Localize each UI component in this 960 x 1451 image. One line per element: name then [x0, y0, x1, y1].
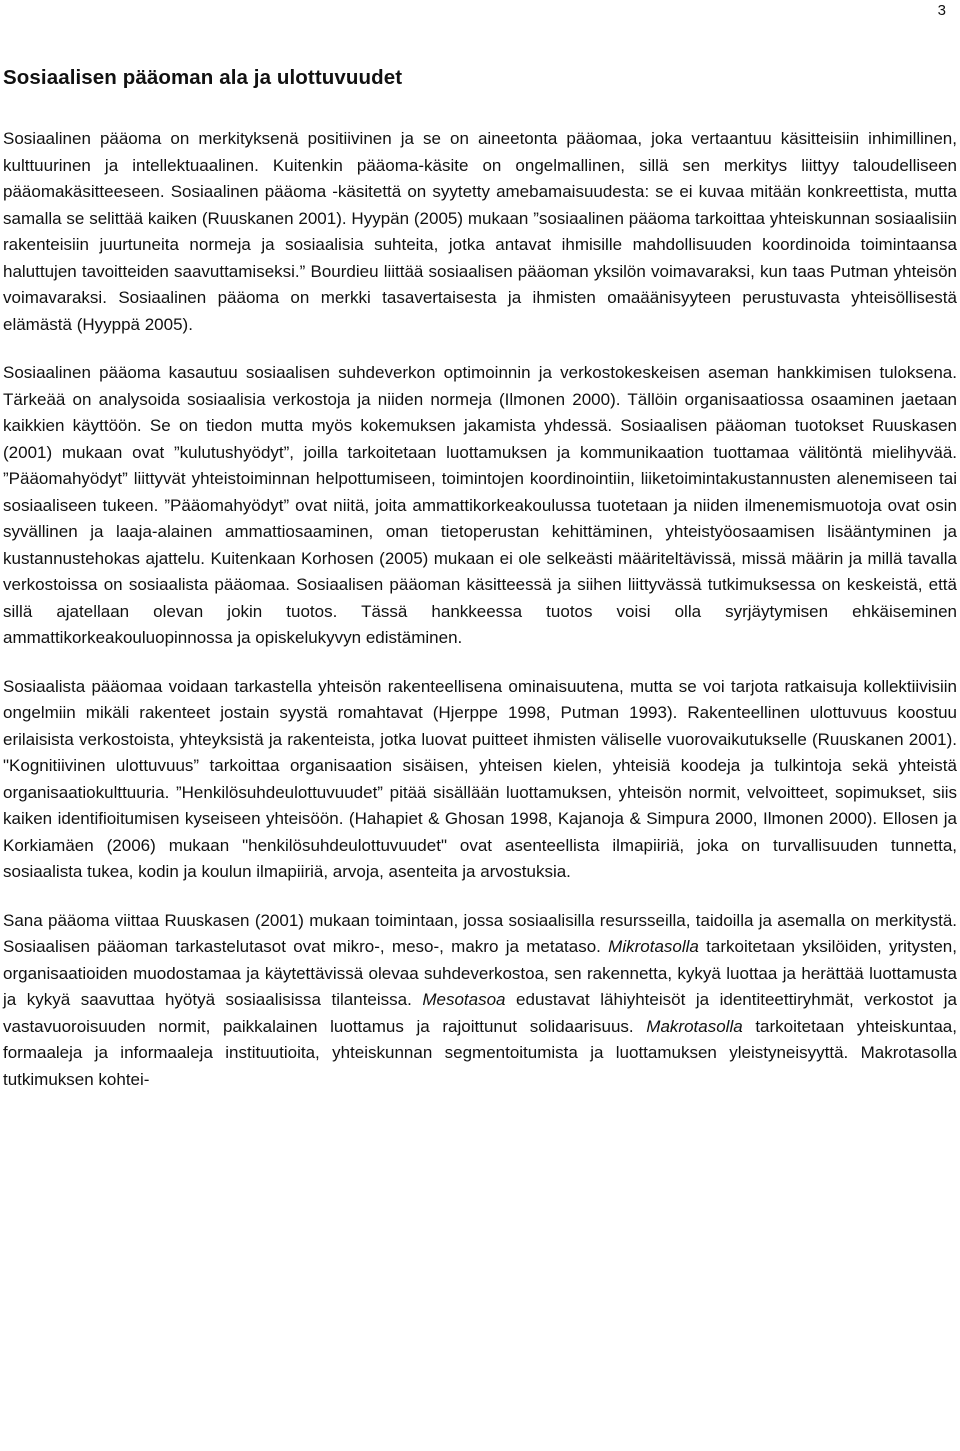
paragraph-1: Sosiaalinen pääoma on merkityksenä positiivinen ja se on aineetonta pääomaa, joka vertaantuu käsitteisiin inhimillinen, kulttuurinen ja intellektuaalinen. Kuitenkin pääoma-käsite on ongelmallinen, sillä sen merkitys liittyy taloudelliseen pääomakäsitteeseen. Sosiaalinen pääoma -käsitettä on syytetty amebamaisuudesta: se ei kuvaa mitään konkreettista, mutta samalla se selittää kaiken (Ruuskanen 2001). Hyypän (2005) mukaan ”sosiaalinen pääoma tarkoittaa yhteiskunnan sosiaalisiin rakenteisiin juurtuneita normeja ja sosiaalisia suhteita, jotka antavat ihmisille mahdollisuuden koordinoida toimintaansa haluttujen tavoitteiden saavuttamiseksi.” Bourdieu liittää sosiaalisen pääoman yksilön voimavaraksi, kun taas Putman yhteisön voimavaraksi. Sosiaalinen pääoma on merkki tasavertaisesta ja ihmisten omaäänisyyteen perustuvasta yhteisöllisestä elämästä (Hyyppä 2005).: [3, 129, 957, 334]
text-run: tarkoitetaan yksilöiden, yritysten, organisaatioiden muodostamaa ja käytettävissä olevaa suhdeverkostoa, sen rakennetta, kykyä luottaa ja herättää luottamusta ja kykyä saavuttaa hyötyä sosiaalisissa tilanteissa.: [3, 937, 957, 1009]
section-heading: Sosiaalisen pääoman ala ja ulottuvuudet: [3, 66, 403, 89]
document-body: [3, 66, 957, 1115]
text-run: edustavat lähiyhteisöt ja identiteettiryhmät, verkostot ja vastavuoroisuuden normit, paikkalainen luottamus ja rajoittunut solidaarisuus.: [3, 990, 957, 1036]
term-mesotasoa: Mesotasoa: [422, 990, 506, 1009]
paragraph-3: Sosiaalista pääomaa voidaan tarkastella yhteisön rakenteellisena ominaisuutena, mutta se voi tarjota ratkaisuja kollektiivisiin ongelmiin mikäli rakenteet jostain syystä romahtavat (Hjerppe 1998, Putman 1993). Rakenteellinen ulottuvuus koostuu erilaisista verkostoista, yhteyksistä ja rakenteista, jotka luovat puitteet ihmisten väliselle vuorovaikutukselle (Ruuskanen 2001). "Kognitiivinen ulottuvuus” tarkoittaa organisaation sisäisen, yhteisen kielen, yhteisiä koodeja ja tulkintoja sekä yhteistä organisaatiokulttuuria. ”Henkilösuhdeulottuvuudet” pitää sisällään luottamuksen, yhteisön normit, velvoitteet, sopimukset, siis kaiken identifioitumisen kyseiseen yhteisöön. (Hahapiet & Ghosan 1998, Kajanoja & Simpura 2000, Ilmonen 2000). Ellosen ja Korkiamäen (2006) mukaan "henkilösuhdeulottuvuudet" ovat asenteellista ilmapiiriä, joka on turvallisuuden tunnetta, sosiaalista tukea, kodin ja koulun ilmapiiriä, arvoja, asenteita ja arvostuksia.: [3, 676, 957, 881]
paragraph-4: [3, 908, 957, 1094]
page-number: 3: [937, 2, 946, 19]
text-run: tarkoitetaan yhteiskuntaa, formaaleja ja informaaleja instituutioita, yhteiskunnan segmentoitumista ja luottamuksen yleistyneisyyttä. Makrotasolla tutkimuksen kohtei-: [3, 1016, 957, 1089]
paragraph-2: Sosiaalinen pääoma kasautuu sosiaalisen suhdeverkon optimoinnin ja verkostokeskeisen aseman hankkimisen tuloksena. Tärkeää on analysoida sosiaalisia verkostoja ja niiden normeja (Ilmonen 2000). Tällöin organisaatiossa osaaminen jaetaan kaikkien käyttöön. Se on tiedon mutta myös kokemuksen jakamista yhdessä. Sosiaalisen pääoman tuotokset Ruuskasen (2001) mukaan ovat ”kulutushyödyt”, joilla tarkoitetaan luottamuksen ja kommunikaation tuottamaa välitöntä mielihyvää. ”Pääomahyödyt” liittyvät yhteistoiminnan helpottumiseen, toimintojen koordinointiin, liiketoimintakustannusten alenemiseen tai sosiaaliseen tukeen. ”Pääomahyödyt” ovat niitä, joita ammattikorkeakoulussa tuotetaan ja niiden ilmenemismuotoja ovat osin syvällinen ja laaja-alainen ammattiosaaminen, oman tietoperustan kehittäminen, yhteistyöosaamisen lisääntyminen ja kustannustehokas ajattelu. Kuitenkaan Korhosen (2005) mukaan ei ole selkeästi määriteltävissä, missä määrin ja millä tavalla verkostoissa on sosiaalista pääomaa. Sosiaalisen pääoman käsitteessä ja siihen liittyvässä tutkimuksessa on keskeistä, että sillä ajatellaan olevan jokin tuotos. Tässä hankkeessa tuotos voisi olla syrjäytymisen ehkäiseminen ammattikorkeakouluopinnossa ja opiskelukyvyn edistäminen.: [3, 363, 957, 647]
term-makrotasolla: Makrotasolla: [646, 1016, 743, 1036]
text-run: Sana pääoma viittaa Ruuskasen (2001) mukaan toimintaan, jossa sosiaalisilla resursseilla, taidoilla ja asemalla on merkitystä. Sosiaalisen pääoman tarkastelutasot ovat mikro-, meso-, makro ja metataso.: [3, 910, 957, 956]
term-mikrotasolla: Mikrotasolla: [608, 937, 699, 956]
